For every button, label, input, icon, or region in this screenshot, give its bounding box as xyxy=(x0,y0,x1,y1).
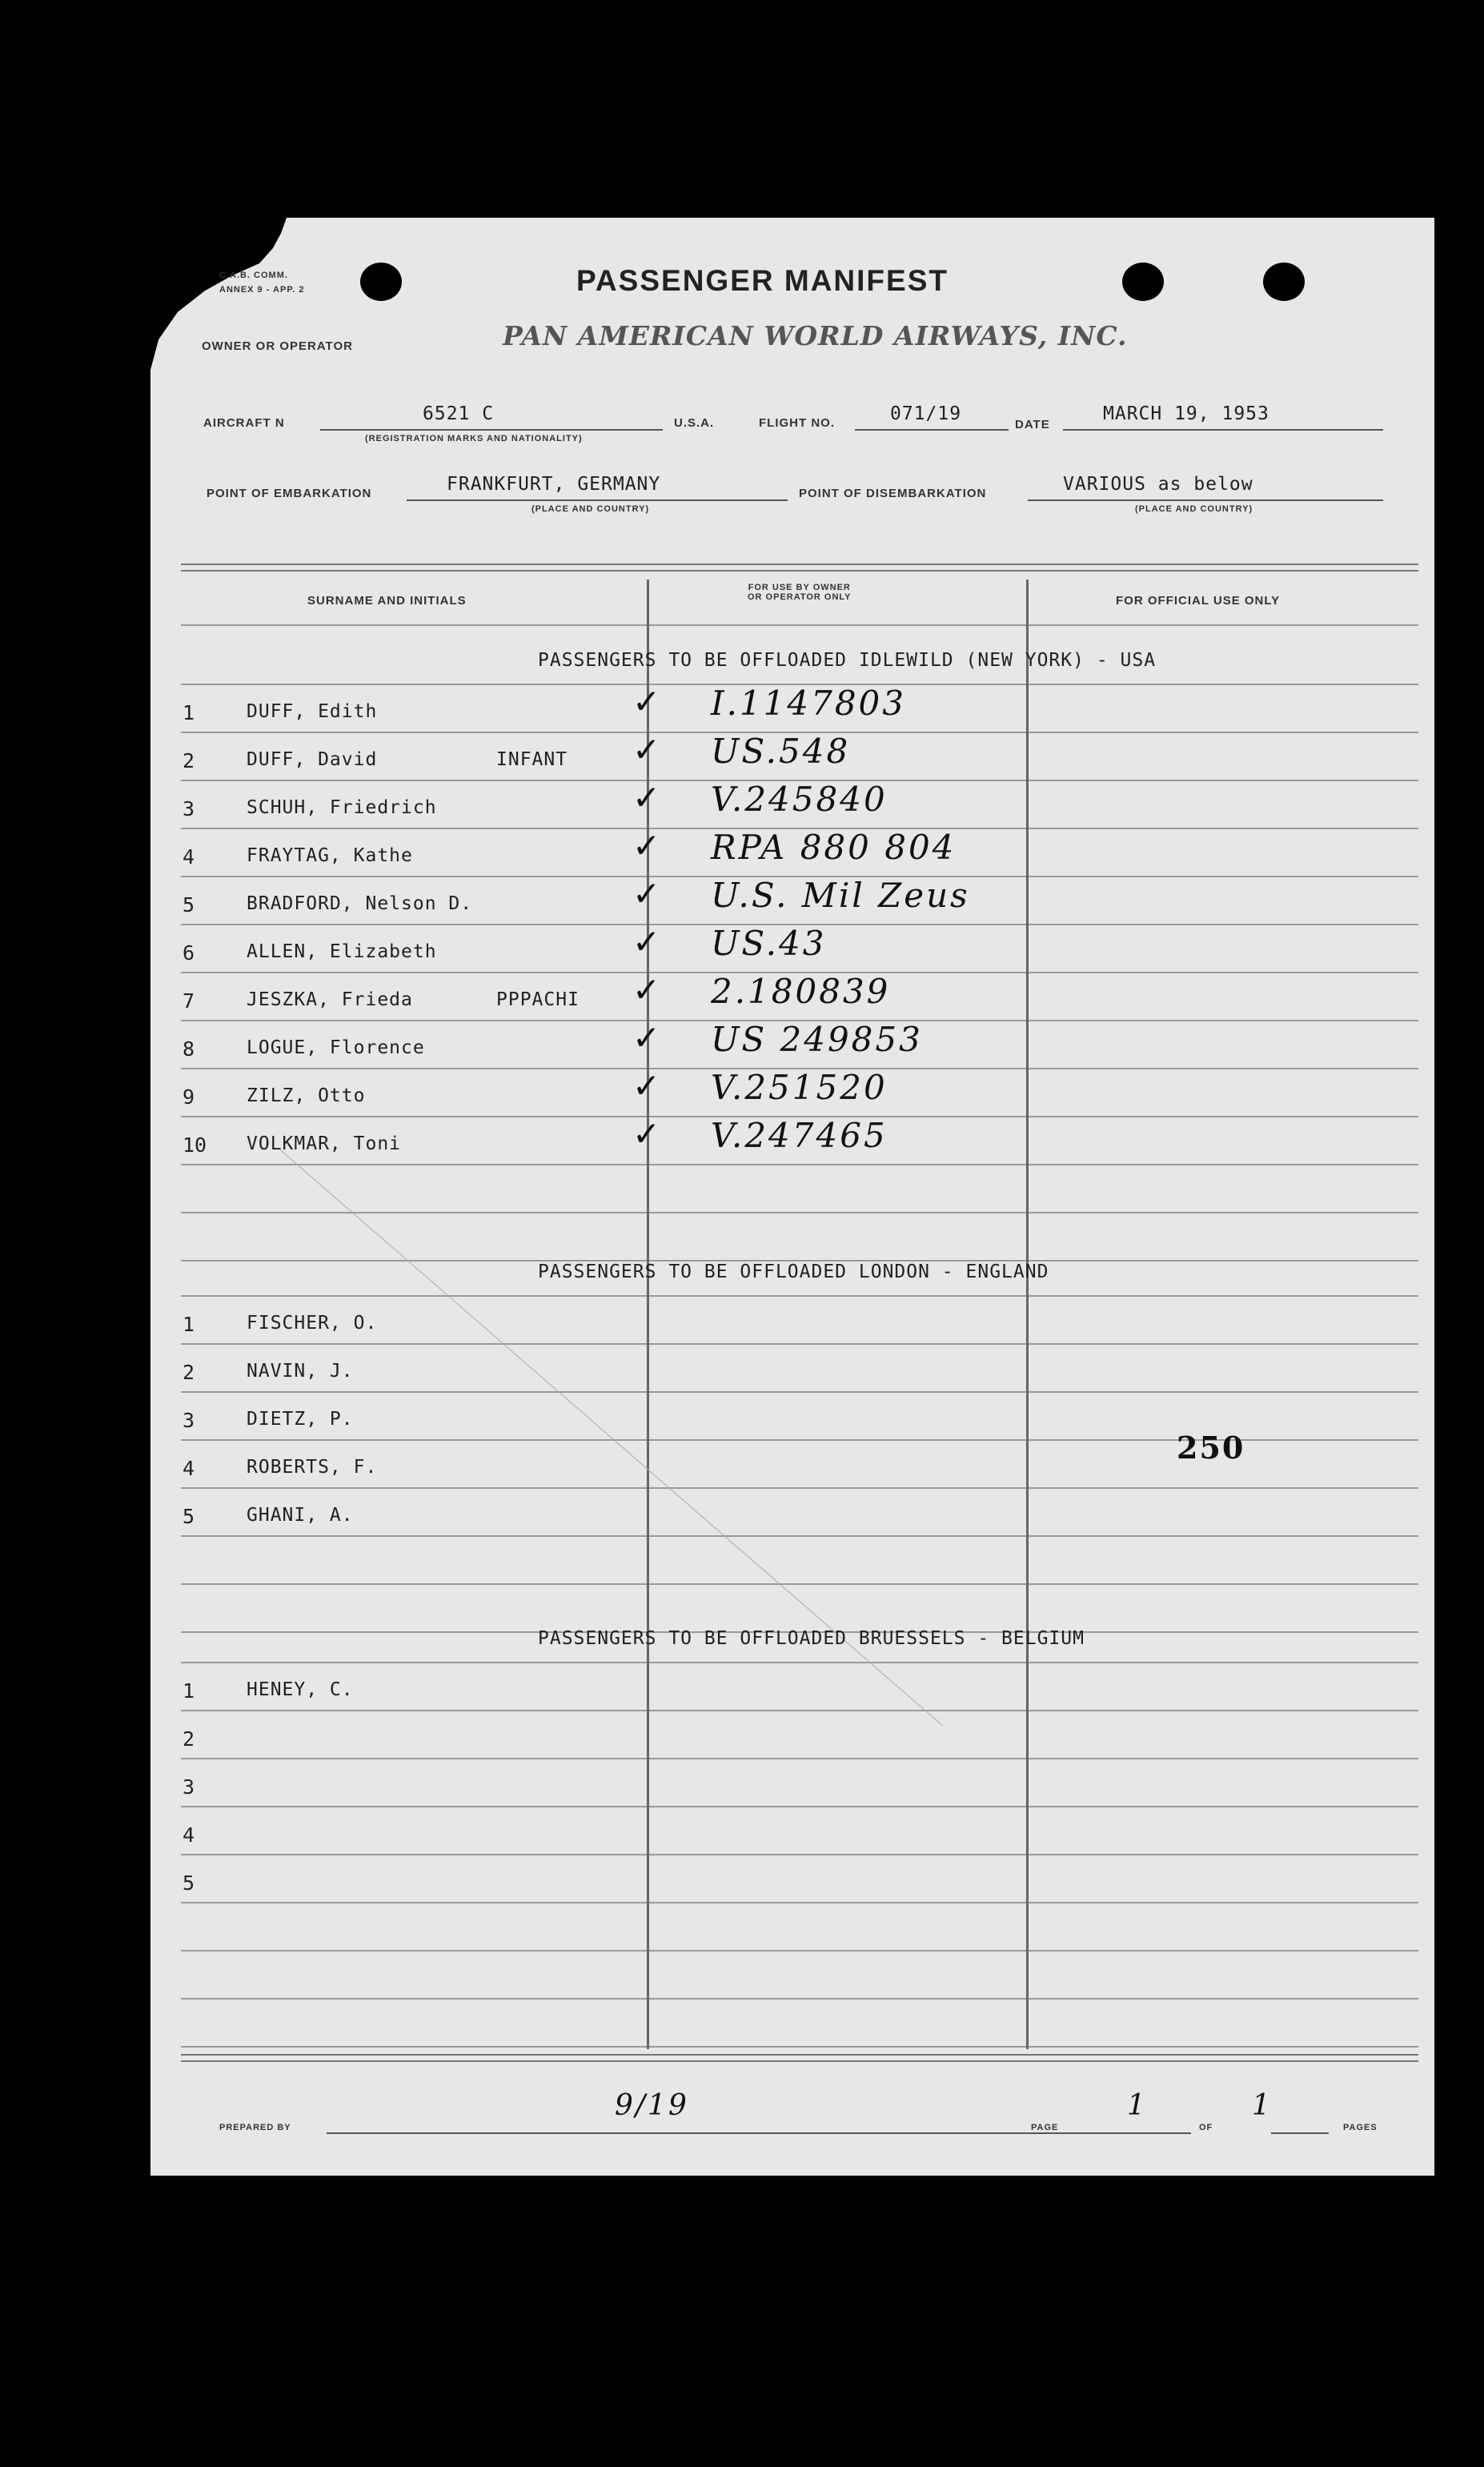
rule-line xyxy=(181,1343,1418,1345)
row-number: 1 xyxy=(182,1679,195,1703)
row-number: 5 xyxy=(182,893,195,917)
rule-line xyxy=(181,624,1418,626)
rule-line xyxy=(181,1950,1418,1952)
row-number: 8 xyxy=(182,1037,195,1061)
rule-line xyxy=(181,2060,1418,2062)
document-number: RPA 880 804 xyxy=(711,828,957,867)
passenger-name: DUFF, Edith xyxy=(247,701,378,722)
manifest-sheet xyxy=(150,218,1434,2176)
passenger-name: ROBERTS, F. xyxy=(247,1457,378,1478)
rule-line xyxy=(181,1806,1418,1807)
embark-value: FRANKFURT, GERMANY xyxy=(447,474,661,495)
section-heading: PASSENGERS TO BE OFFLOADED LONDON - ENGLAND xyxy=(538,1262,1049,1282)
row-number: 6 xyxy=(182,941,195,965)
section-heading: PASSENGERS TO BE OFFLOADED IDLEWILD (NEW YORK) - USA xyxy=(538,650,1157,671)
page-title: PASSENGER MANIFEST xyxy=(576,264,949,297)
row-number: 4 xyxy=(182,1457,195,1480)
check-mark: ✓ xyxy=(632,1066,661,1105)
col-header-official-use: FOR OFFICIAL USE ONLY xyxy=(1116,594,1281,608)
rule-line xyxy=(181,2054,1418,2056)
of-value: 1 xyxy=(1252,2089,1273,2122)
passenger-name: VOLKMAR, Toni xyxy=(247,1133,402,1154)
row-number: 3 xyxy=(182,1775,195,1799)
document-number: I.1147803 xyxy=(711,684,906,723)
rule-line xyxy=(181,1583,1418,1585)
disembark-value: VARIOUS as below xyxy=(1063,474,1253,495)
document-number: 2.180839 xyxy=(711,972,891,1011)
check-mark: ✓ xyxy=(632,826,661,865)
row-number: 5 xyxy=(182,1505,195,1528)
owner-label: OWNER OR OPERATOR xyxy=(202,339,353,353)
form-ref-line2: ANNEX 9 - APP. 2 xyxy=(219,285,305,295)
document-number: V.247465 xyxy=(711,1116,888,1155)
form-ref-line1: C.A.B. COMM. xyxy=(219,271,288,280)
punch-hole xyxy=(360,263,402,301)
operator-name: PAN AMERICAN WORLD AIRWAYS, INC. xyxy=(503,320,1128,351)
passenger-name: LOGUE, Florence xyxy=(247,1037,425,1058)
flight-value: 071/19 xyxy=(890,403,962,424)
place-caption: (PLACE AND COUNTRY) xyxy=(1135,504,1253,514)
passenger-name: BRADFORD, Nelson D. xyxy=(247,893,473,914)
passenger-name: NAVIN, J. xyxy=(247,1361,354,1382)
passenger-name: FISCHER, O. xyxy=(247,1313,378,1334)
row-number: 10 xyxy=(182,1133,207,1157)
punch-hole xyxy=(1122,263,1164,301)
passenger-name: FRAYTAG, Kathe xyxy=(247,845,413,866)
date-label: DATE xyxy=(1015,418,1050,431)
country-label: U.S.A. xyxy=(674,416,715,430)
rule-line xyxy=(181,564,1418,565)
passenger-name: ZILZ, Otto xyxy=(247,1085,366,1106)
document-number: V.245840 xyxy=(711,780,888,819)
row-number: 2 xyxy=(182,1727,195,1751)
check-mark: ✓ xyxy=(632,778,661,817)
passenger-name: SCHUH, Friedrich xyxy=(247,797,437,818)
rule-line xyxy=(181,570,1418,572)
document-number: US.43 xyxy=(711,924,827,963)
page-value: 1 xyxy=(1127,2089,1148,2122)
document-number: US.548 xyxy=(711,732,851,771)
rule-line xyxy=(181,1710,1418,1711)
check-mark: ✓ xyxy=(632,970,661,1009)
disembark-label: POINT OF DISEMBARKATION xyxy=(799,487,987,500)
page-label: PAGE xyxy=(1031,2123,1059,2132)
row-number: 1 xyxy=(182,701,195,724)
document-number: US 249853 xyxy=(711,1020,923,1059)
rule-line xyxy=(181,1902,1418,1903)
document-number: U.S. Mil Zeus xyxy=(711,876,970,915)
col-header-names: SURNAME AND INITIALS xyxy=(307,594,467,608)
passenger-name: GHANI, A. xyxy=(247,1505,354,1526)
rule-line xyxy=(181,1998,1418,2000)
passenger-note: PPPACHI xyxy=(496,989,580,1010)
passenger-note: INFANT xyxy=(496,749,568,770)
check-mark: ✓ xyxy=(632,922,661,961)
check-mark: ✓ xyxy=(632,1114,661,1153)
row-number: 7 xyxy=(182,989,195,1013)
rule-line xyxy=(181,1535,1418,1537)
aircraft-label: AIRCRAFT N xyxy=(203,416,285,430)
embark-label: POINT OF EMBARKATION xyxy=(207,487,372,500)
rule-line xyxy=(181,2046,1418,2048)
rule-line xyxy=(181,1391,1418,1393)
rule-line xyxy=(181,1662,1418,1663)
registration-caption: (REGISTRATION MARKS AND NATIONALITY) xyxy=(365,434,583,443)
check-mark: ✓ xyxy=(632,874,661,913)
row-number: 3 xyxy=(182,1409,195,1432)
check-mark: ✓ xyxy=(632,682,661,721)
passenger-name: JESZKA, Frieda xyxy=(247,989,413,1010)
row-number: 1 xyxy=(182,1313,195,1336)
aircraft-value: 6521 C xyxy=(423,403,495,424)
row-number: 4 xyxy=(182,1823,195,1847)
row-number: 2 xyxy=(182,1361,195,1384)
prepared-value: 9/19 xyxy=(615,2089,689,2122)
passenger-name: DUFF, David xyxy=(247,749,378,770)
date-value: MARCH 19, 1953 xyxy=(1103,403,1269,424)
section-heading: PASSENGERS TO BE OFFLOADED BRUESSELS - BELGIUM xyxy=(538,1628,1085,1649)
passenger-name: DIETZ, P. xyxy=(247,1409,354,1430)
flight-label: FLIGHT NO. xyxy=(759,416,835,430)
prepared-label: PREPARED BY xyxy=(219,2123,291,2132)
rule-line xyxy=(181,1487,1418,1489)
of-label: OF xyxy=(1199,2123,1213,2132)
passenger-name: HENEY, C. xyxy=(247,1679,354,1700)
document-number: V.251520 xyxy=(711,1068,888,1107)
place-caption: (PLACE AND COUNTRY) xyxy=(531,504,650,514)
column-rule xyxy=(1026,580,1029,2049)
row-number: 2 xyxy=(182,749,195,772)
punch-hole xyxy=(1263,263,1305,301)
row-number: 5 xyxy=(182,1871,195,1895)
rule-line xyxy=(181,1164,1418,1165)
check-mark: ✓ xyxy=(632,730,661,769)
row-number: 9 xyxy=(182,1085,195,1109)
row-number: 4 xyxy=(182,845,195,868)
rule-line xyxy=(181,1212,1418,1213)
passenger-name: ALLEN, Elizabeth xyxy=(247,941,437,962)
rule-line xyxy=(181,1854,1418,1855)
rule-line xyxy=(181,1295,1418,1297)
pages-label: PAGES xyxy=(1343,2123,1378,2132)
col-header-owner-use: FOR USE BY OWNER OR OPERATOR ONLY xyxy=(748,583,852,602)
official-stamp: 250 xyxy=(1177,1430,1245,1466)
row-number: 3 xyxy=(182,797,195,820)
check-mark: ✓ xyxy=(632,1018,661,1057)
rule-line xyxy=(181,1758,1418,1759)
